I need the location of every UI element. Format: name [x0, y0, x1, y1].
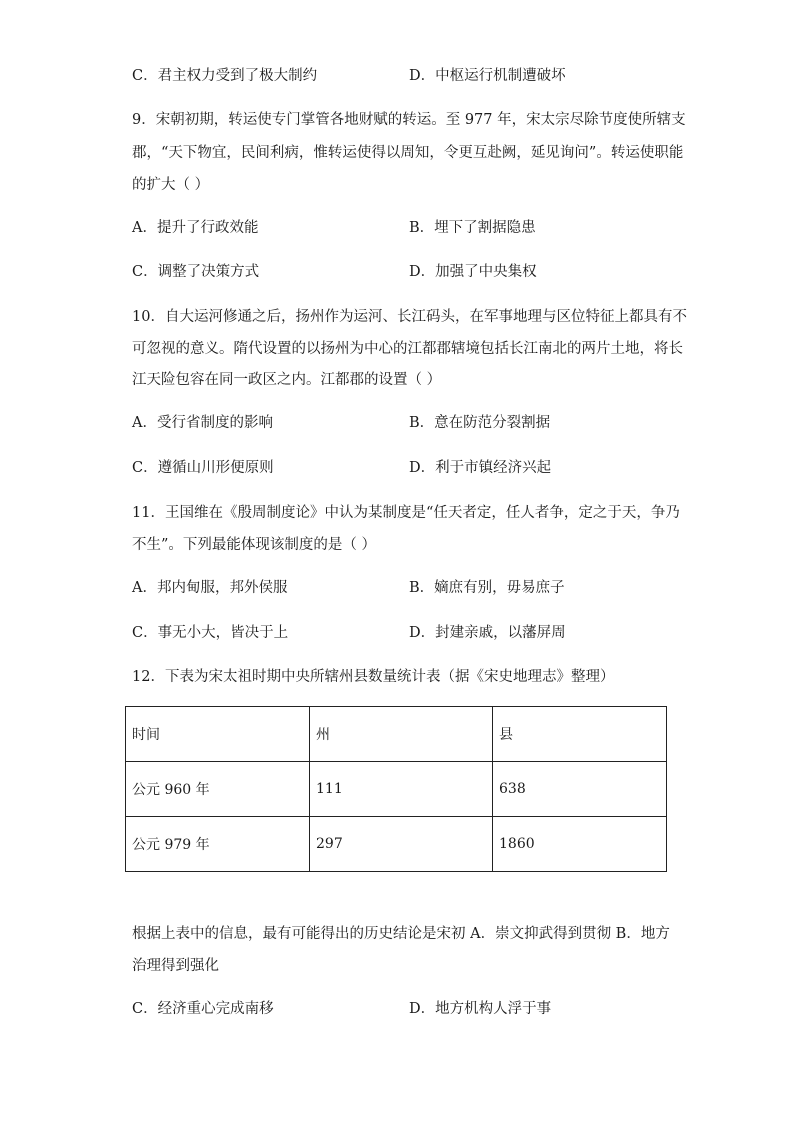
q10-stem-line-2: 可忽视的意义。隋代设置的以扬州为中心的江都郡辖境包括长江南北的两片土地，将长: [132, 341, 683, 357]
table-header-cell: 县: [493, 707, 667, 762]
q10-option-b: B．意在防范分裂割据: [409, 415, 551, 431]
q10-option-a: A．受行省制度的影响: [132, 415, 273, 431]
q11-stem-line-2: 不生”。下列最能体现该制度的是（ ）: [132, 537, 377, 553]
table-cell: 1860: [493, 817, 667, 872]
q11-option-b: B．嫡庶有别，毋易庶子: [409, 580, 565, 596]
table-cell: 公元 979 年: [126, 817, 310, 872]
q11-option-d: D．封建亲戚，以藩屏周: [409, 625, 566, 641]
q11-stem-line-1: 11．王国维在《殷周制度论》中认为某制度是“任天者定，任人者争，定之于天，争乃: [132, 505, 680, 521]
table-header-cell: 时间: [126, 707, 310, 762]
table-cell: 297: [310, 817, 493, 872]
table-cell: 111: [310, 762, 493, 817]
q9-stem-line-3: 的扩大（ ）: [132, 177, 210, 193]
q12-after-line-1: 根据上表中的信息，最有可能得出的历史结论是宋初 A．崇文抑武得到贯彻 B．地方: [132, 926, 670, 942]
q9-stem-line-2: 郡，“天下物宜，民间利病，惟转运使得以周知，令更互赴阙，延见询问”。转运使职能: [132, 145, 684, 161]
prev-option-d: D．中枢运行机制遭破坏: [409, 68, 566, 84]
table-header-row: [126, 707, 667, 762]
q12-option-d: D．地方机构人浮于事: [409, 1001, 552, 1017]
q9-option-c: C．调整了决策方式: [132, 264, 260, 280]
q11-option-a: A．邦内甸服，邦外侯服: [132, 580, 288, 596]
q12-stem: 12．下表为宋太祖时期中央所辖州县数量统计表（据《宋史地理志》整理）: [132, 669, 615, 685]
q10-option-c: C．遵循山川形便原则: [132, 460, 274, 476]
q9-option-b: B．埋下了割据隐患: [409, 220, 536, 236]
table-row: [126, 817, 667, 872]
q12-after-line-2: 治理得到强化: [132, 958, 219, 974]
prev-option-c: C．君主权力受到了极大制约: [132, 68, 318, 84]
table-cell: 公元 960 年: [126, 762, 310, 817]
table-row: [126, 762, 667, 817]
table-header-cell: 州: [310, 707, 493, 762]
q9-stem-line-1: 9．宋朝初期，转运使专门掌管各地财赋的转运。至 977 年，宋太宗尽除节度使所辖支: [132, 112, 686, 128]
q10-stem-line-3: 江天险包容在同一政区之内。江都郡的设置（ ）: [132, 372, 442, 388]
q10-stem-line-1: 10．自大运河修通之后，扬州作为运河、长江码头，在军事地理与区位特征上都具有不: [132, 309, 687, 325]
table-cell: 638: [493, 762, 667, 817]
q9-option-d: D．加强了中央集权: [409, 264, 537, 280]
q9-option-a: A．提升了行政效能: [132, 220, 259, 236]
q12-option-c: C．经济重心完成南移: [132, 1001, 274, 1017]
q11-option-c: C．事无小大，皆决于上: [132, 625, 289, 641]
q10-option-d: D．利于市镇经济兴起: [409, 460, 552, 476]
data-table: [125, 706, 667, 872]
